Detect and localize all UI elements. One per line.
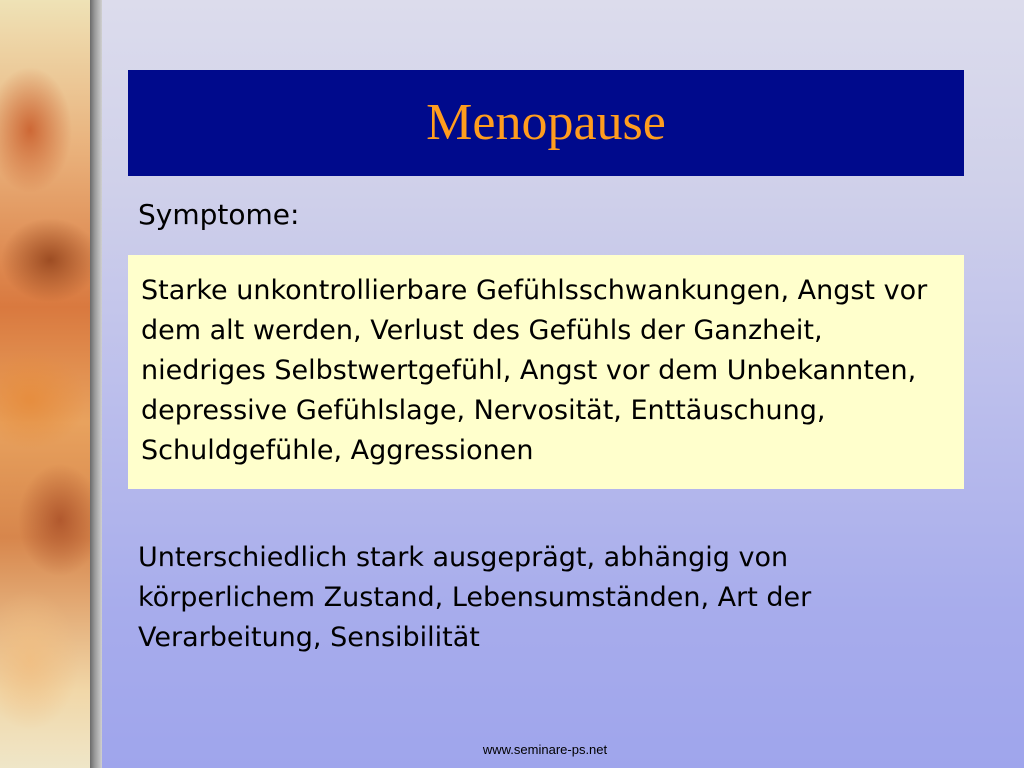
footer-url: www.seminare-ps.net (482, 742, 608, 757)
note-text: Unterschiedlich stark ausgeprägt, abhängig von körperlichem Zustand, Lebensumständen, Art der Verarbeitung, Sensibilität (138, 542, 812, 653)
symptoms-box (128, 255, 964, 489)
section-heading: Symptome: (138, 198, 300, 231)
title-banner (128, 70, 964, 176)
slide-title: Menopause (426, 94, 666, 151)
symptoms-text: Starke unkontrollierbare Gefühlsschwankungen, Angst vor dem alt werden, Verlust des Gefühls der Ganzheit, niedriges Selbstwertgefühl, Angst vor dem Unbekannten, depressive Gefühlslage, Nervosität, Enttäuschung, Schuldgefühle, Aggressionen (141, 275, 928, 466)
side-image-border (90, 0, 102, 768)
decorative-side-image (0, 0, 96, 768)
